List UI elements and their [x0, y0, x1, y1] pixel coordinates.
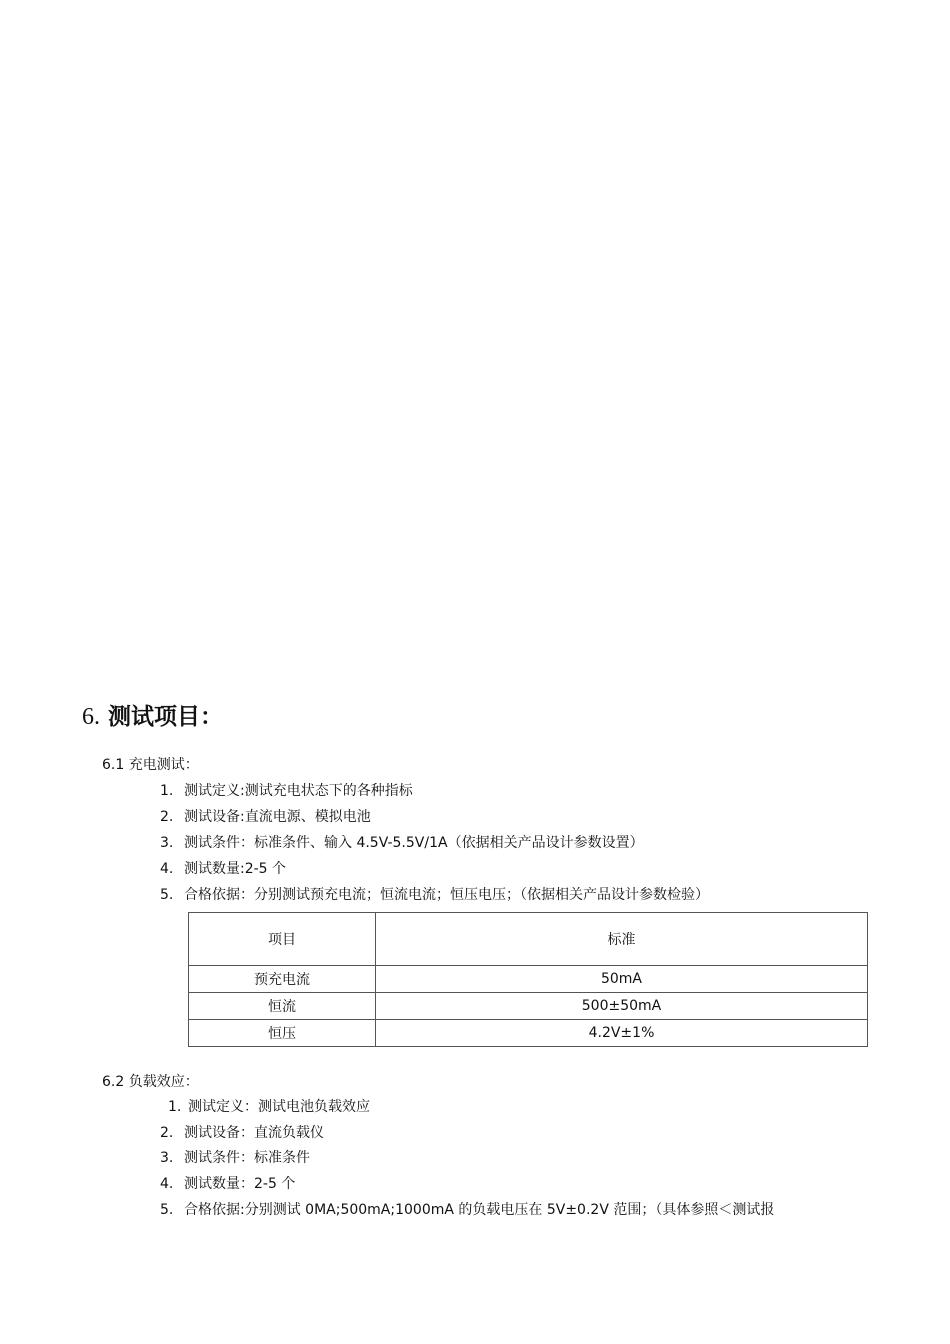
table-row [189, 966, 868, 993]
list-item-number: 4. [160, 1176, 174, 1192]
list-item-number: 5. [160, 887, 174, 903]
table-row [189, 993, 868, 1020]
table-cell-standard: 50mA [376, 966, 868, 993]
list-item [160, 833, 644, 853]
list-item-number: 5. [160, 1202, 174, 1218]
list-item-number: 1. [160, 783, 174, 799]
list-item-text: 合格依据:分别测试 0MA;500mA;1000mA 的负载电压在 5V±0.2V 范围；（具体参照＜测试报 [184, 1202, 775, 1218]
list-item [160, 1174, 295, 1194]
table-cell-item: 恒流 [189, 993, 376, 1020]
table-cell-standard: 500±50mA [376, 993, 868, 1020]
list-item-text: 测试条件：标准条件、输入 4.5V-5.5V/1A（依据相关产品设计参数设置） [184, 835, 644, 851]
charge-standard-table [188, 912, 868, 1047]
section-number: 6. [82, 704, 100, 730]
list-item-number: 4. [160, 861, 174, 877]
list-item-number: 2. [160, 809, 174, 825]
table-cell-standard: 4.2V±1% [376, 1020, 868, 1047]
list-item-text: 测试数量：2-5 个 [184, 1176, 296, 1192]
table-header-item: 项目 [189, 913, 376, 966]
table-header-standard: 标准 [376, 913, 868, 966]
list-item-text: 测试定义：测试电池负载效应 [188, 1099, 370, 1115]
table-cell-item: 预充电流 [189, 966, 376, 993]
list-item [160, 859, 286, 879]
list-item [160, 781, 413, 801]
list-item-text: 测试定义:测试充电状态下的各种指标 [184, 783, 413, 799]
subsection-title-charge-test: 6.1 充电测试： [102, 757, 199, 773]
list-item [160, 807, 371, 827]
list-item [160, 1200, 774, 1220]
list-item [168, 1097, 370, 1117]
table-header-row [189, 913, 868, 966]
section-title: 测试项目： [108, 704, 223, 730]
list-item-text: 测试条件：标准条件 [184, 1150, 310, 1166]
section-heading [82, 700, 223, 734]
list-item-text: 合格依据：分别测试预充电流；恒流电流；恒压电压；（依据相关产品设计参数检验） [184, 887, 709, 903]
list-item-number: 3. [160, 1150, 174, 1166]
list-item [160, 885, 709, 905]
list-item-number: 1. [168, 1099, 182, 1115]
table-row [189, 1020, 868, 1047]
subsection-title-load-effect: 6.2 负载效应： [102, 1074, 199, 1090]
list-item-text: 测试设备：直流负载仪 [184, 1125, 324, 1141]
list-item-number: 3. [160, 835, 174, 851]
list-item [160, 1123, 324, 1143]
list-item [160, 1148, 310, 1168]
table-cell-item: 恒压 [189, 1020, 376, 1047]
list-item-number: 2. [160, 1125, 174, 1141]
list-item-text: 测试数量:2-5 个 [184, 861, 287, 877]
list-item-text: 测试设备:直流电源、模拟电池 [184, 809, 371, 825]
